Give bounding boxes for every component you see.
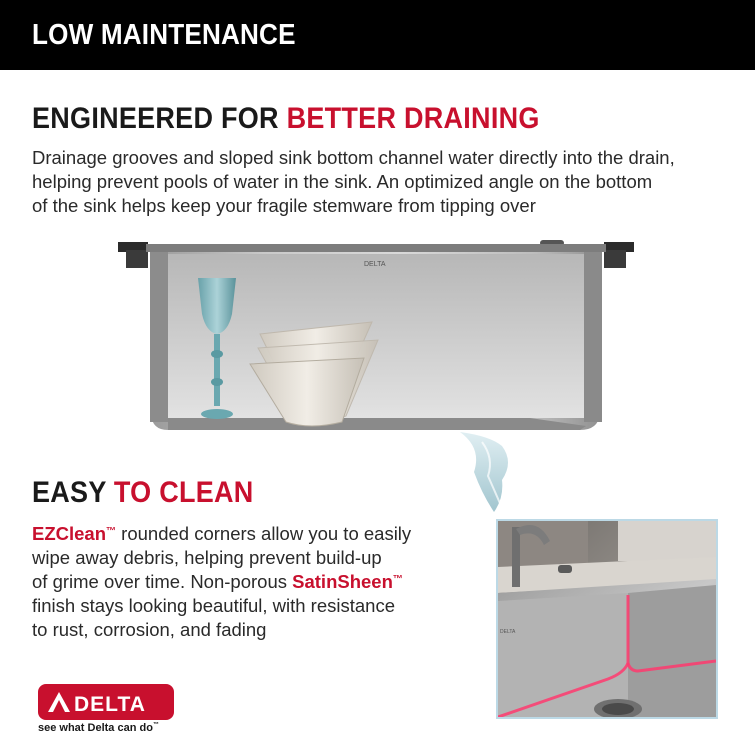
sink-corner-image <box>498 521 716 717</box>
photo-brand-label: DELTA <box>500 629 516 635</box>
ezclean-brand: EZClean <box>32 523 107 544</box>
clean-line-1 <box>32 522 452 546</box>
logo-wordmark: DELTA <box>74 693 146 716</box>
clean-line-2: wipe away debris, helping prevent build-up <box>32 547 382 568</box>
drain-line-3: of the sink helps keep your fragile stemware from tipping over <box>32 195 536 216</box>
sink-cross-section-illustration <box>110 236 650 516</box>
drain-line-2: helping prevent pools of water in the sink. An optimized angle on the bottom <box>32 171 653 192</box>
brand-tagline <box>38 722 159 734</box>
drain-heading <box>32 102 540 136</box>
tagline-tm: ™ <box>152 722 159 728</box>
satinsheen-tm: ™ <box>392 574 403 585</box>
clean-line-1-rest: rounded corners allow you to easily <box>116 523 412 544</box>
clean-description <box>32 522 452 642</box>
clean-line-3 <box>32 570 452 594</box>
ezclean-tm: ™ <box>106 526 117 537</box>
clean-line-3-start: of grime over time. Non-porous <box>32 571 293 592</box>
sink-corner-photo <box>496 519 718 719</box>
drain-heading-dark: ENGINEERED FOR <box>32 102 279 135</box>
drain-line-1: Drainage grooves and sloped sink bottom channel water directly into the drain, <box>32 147 675 168</box>
satinsheen-brand: SatinSheen <box>292 571 393 592</box>
delta-logo <box>38 684 174 720</box>
drain-heading-red: BETTER DRAINING <box>286 102 540 135</box>
tagline-text: see what Delta can do <box>38 722 153 734</box>
header-bar <box>0 0 755 70</box>
clean-heading-dark: EASY <box>32 476 107 509</box>
clean-line-5: to rust, corrosion, and fading <box>32 619 267 640</box>
clean-line-4: finish stays looking beautiful, with resistance <box>32 595 395 616</box>
sink-brand-label: DELTA <box>364 261 386 268</box>
header-title: LOW MAINTENANCE <box>32 19 296 51</box>
clean-heading <box>32 476 254 510</box>
drain-description <box>32 146 732 218</box>
clean-heading-red: TO CLEAN <box>113 476 254 509</box>
